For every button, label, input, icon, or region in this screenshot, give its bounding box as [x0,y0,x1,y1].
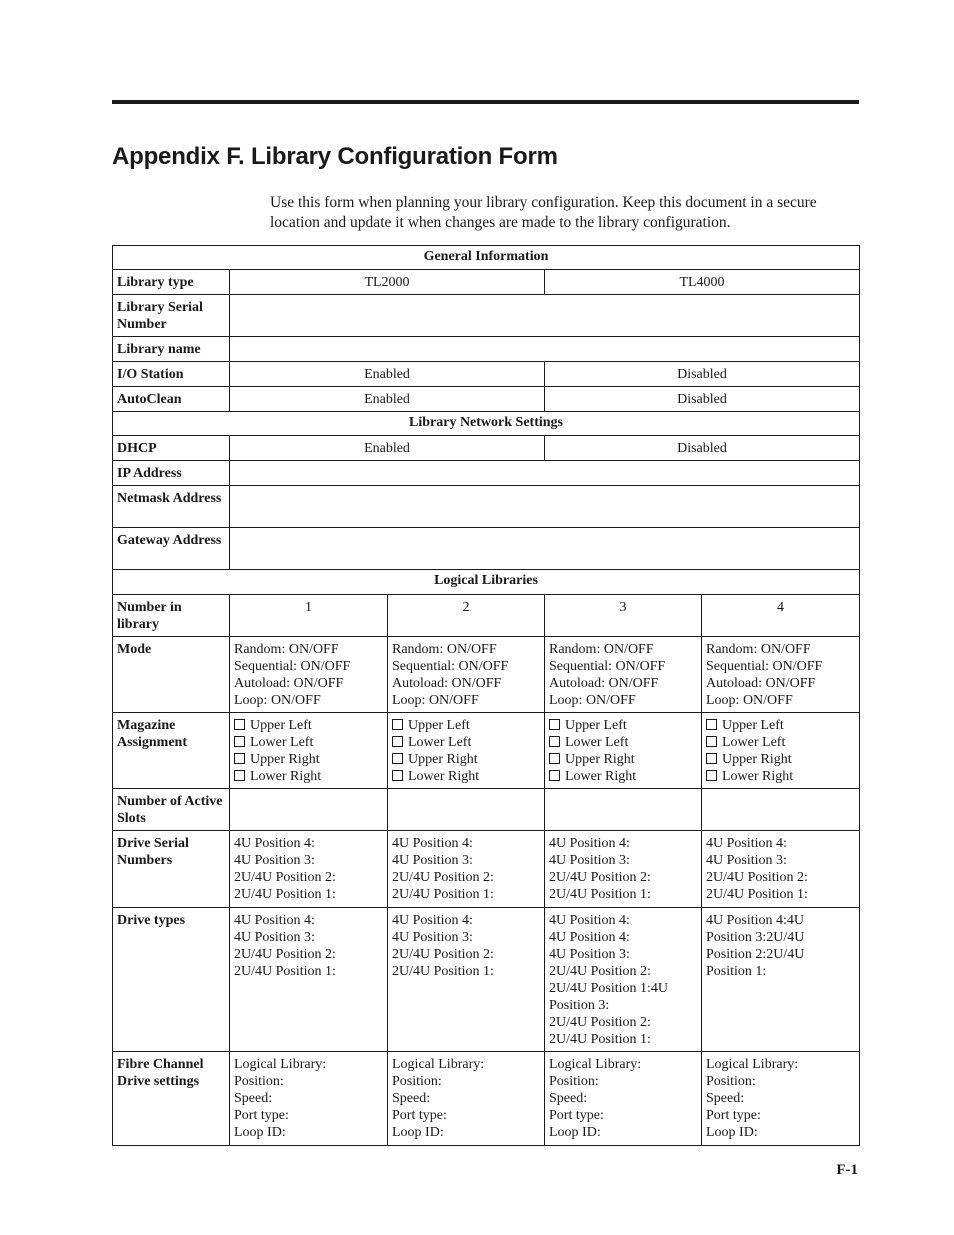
fibre-field: Logical Library: [234,1057,327,1072]
dhcp-enabled[interactable]: Enabled [230,436,545,461]
checkbox[interactable] [549,719,560,730]
drive-position: 4U Position 4: [234,913,315,928]
drive-position: 4U Position 3: [549,853,630,868]
field-library-serial[interactable] [230,295,860,337]
mode-loop: Loop: ON/OFF [234,693,321,708]
configuration-form-table [112,245,860,1146]
magazine-option[interactable] [706,734,855,751]
label-fibre-channel: Fibre Channel Drive settings [113,1052,230,1146]
mode-autoload: Autoload: ON/OFF [392,676,502,691]
fibre-field: Port type: [549,1108,604,1123]
mode-loop: Loop: ON/OFF [549,693,636,708]
drive-serials-cell[interactable] [545,831,702,908]
row-autoclean [113,387,860,412]
mode-cell[interactable] [388,637,545,713]
option-tl2000[interactable]: TL2000 [230,270,545,295]
magazine-option-label: Upper Left [722,718,784,733]
magazine-option[interactable] [234,717,383,734]
label-autoclean: AutoClean [113,387,230,412]
magazine-cell [702,713,860,789]
magazine-option[interactable] [392,768,540,785]
row-fibre-channel [113,1052,860,1146]
label-drive-serials: Drive Serial Numbers [113,831,230,908]
magazine-option[interactable] [706,751,855,768]
row-io-station [113,362,860,387]
fibre-field: Port type: [392,1108,447,1123]
drive-position: Position 1: [706,964,767,979]
field-ip-address[interactable] [230,461,860,486]
drive-types-cell-4[interactable] [702,908,860,1052]
drive-position: 4U Position 3: [392,930,473,945]
row-drive-serials [113,831,860,908]
row-library-type [113,270,860,295]
label-dhcp: DHCP [113,436,230,461]
label-gateway: Gateway Address [113,528,230,570]
fibre-field: Position: [392,1074,442,1089]
drive-position: 4U Position 4: [549,913,630,928]
fibre-field: Loop ID: [392,1125,444,1140]
row-mode [113,637,860,713]
drive-position: Position 2:2U/4U [706,947,805,962]
drive-position: 2U/4U Position 1:4U [549,981,669,996]
row-gateway [113,528,860,570]
fibre-field: Loop ID: [234,1125,286,1140]
fibre-field: Position: [706,1074,756,1089]
section-header-general: General Information [113,246,860,270]
magazine-option-label: Upper Left [408,718,470,733]
drive-position: 4U Position 3: [234,930,315,945]
magazine-option-label: Lower Right [722,769,794,784]
autoclean-disabled[interactable]: Disabled [545,387,860,412]
row-dhcp [113,436,860,461]
option-tl4000[interactable]: TL4000 [545,270,860,295]
mode-sequential: Sequential: ON/OFF [706,659,823,674]
label-magazine-assignment: Magazine Assignment [113,713,230,789]
magazine-cell [545,713,702,789]
fibre-field: Logical Library: [549,1057,642,1072]
label-library-name: Library name [113,337,230,362]
magazine-option-label: Lower Right [565,769,637,784]
magazine-option-label: Lower Left [722,735,786,750]
field-active-slots[interactable] [702,789,860,831]
drive-position: 2U/4U Position 1: [392,964,494,979]
magazine-option[interactable] [549,751,697,768]
magazine-option[interactable] [234,751,383,768]
drive-position: 4U Position 3: [392,853,473,868]
checkbox[interactable] [706,719,717,730]
checkbox[interactable] [706,753,717,764]
library-number-2: 2 [388,595,545,637]
drive-position: 4U Position 3: [706,853,787,868]
io-station-enabled[interactable]: Enabled [230,362,545,387]
magazine-option[interactable] [234,768,383,785]
magazine-option-label: Lower Right [408,769,480,784]
io-station-disabled[interactable]: Disabled [545,362,860,387]
fibre-field: Port type: [706,1108,761,1123]
checkbox[interactable] [234,719,245,730]
magazine-option-label: Lower Left [565,735,629,750]
drive-position: 2U/4U Position 2: [234,947,336,962]
fibre-field: Position: [234,1074,284,1089]
row-library-name [113,337,860,362]
fibre-field: Logical Library: [706,1057,799,1072]
drive-position: 2U/4U Position 2: [234,870,336,885]
magazine-option-label: Upper Left [565,718,627,733]
magazine-option-label: Lower Right [250,769,322,784]
drive-position: 2U/4U Position 2: [392,870,494,885]
row-magazine-assignment [113,713,860,789]
mode-cell[interactable] [230,637,388,713]
magazine-option-label: Upper Right [722,752,792,767]
magazine-cell [388,713,545,789]
drive-position: 4U Position 3: [549,947,630,962]
drive-serials-cell[interactable] [230,831,388,908]
top-rule [112,100,859,104]
fibre-field: Speed: [549,1091,588,1106]
drive-position: Position 3: [549,998,610,1013]
mode-random: Random: ON/OFF [392,642,497,657]
checkbox[interactable] [392,736,403,747]
section-logical [113,570,860,595]
magazine-option[interactable] [549,734,697,751]
fibre-channel-cell[interactable] [388,1052,545,1146]
fibre-field: Port type: [234,1108,289,1123]
fibre-field: Speed: [392,1091,431,1106]
drive-position: 2U/4U Position 1: [234,887,336,902]
magazine-option-label: Upper Left [250,718,312,733]
fibre-field: Loop ID: [706,1125,758,1140]
checkbox[interactable] [706,736,717,747]
label-netmask: Netmask Address [113,486,230,528]
field-library-name[interactable] [230,337,860,362]
row-ip-address [113,461,860,486]
mode-cell[interactable] [702,637,860,713]
checkbox[interactable] [392,719,403,730]
library-number-4: 4 [702,595,860,637]
checkbox[interactable] [392,770,403,781]
page-title: Appendix F. Library Configuration Form [112,143,558,170]
label-io-station: I/O Station [113,362,230,387]
fibre-field: Speed: [706,1091,745,1106]
checkbox[interactable] [549,753,560,764]
drive-position: 4U Position 4: [392,836,473,851]
drive-position: 2U/4U Position 1: [392,887,494,902]
section-network [113,412,860,436]
mode-cell[interactable] [545,637,702,713]
fibre-field: Position: [549,1074,599,1089]
library-number-3: 3 [545,595,702,637]
mode-sequential: Sequential: ON/OFF [392,659,509,674]
magazine-option[interactable] [392,734,540,751]
drive-position: 4U Position 4: [234,836,315,851]
row-drive-types [113,908,860,1052]
field-active-slots[interactable] [545,789,702,831]
fibre-channel-cell[interactable] [230,1052,388,1146]
library-number-1: 1 [230,595,388,637]
drive-serials-cell[interactable] [388,831,545,908]
drive-position: 4U Position 3: [234,853,315,868]
row-number-in-library [113,595,860,637]
drive-position: 2U/4U Position 1: [234,964,336,979]
checkbox[interactable] [549,736,560,747]
drive-position: 2U/4U Position 2: [706,870,808,885]
field-netmask[interactable] [230,486,860,528]
magazine-option-label: Lower Left [408,735,472,750]
row-netmask [113,486,860,528]
magazine-option[interactable] [392,751,540,768]
fibre-channel-cell[interactable] [545,1052,702,1146]
row-active-slots [113,789,860,831]
fibre-field: Speed: [234,1091,273,1106]
drive-position: 2U/4U Position 2: [392,947,494,962]
checkbox[interactable] [234,736,245,747]
mode-random: Random: ON/OFF [234,642,339,657]
magazine-option-label: Upper Right [250,752,320,767]
fibre-field: Loop ID: [549,1125,601,1140]
magazine-option-label: Upper Right [565,752,635,767]
mode-sequential: Sequential: ON/OFF [234,659,351,674]
mode-random: Random: ON/OFF [549,642,654,657]
section-header-logical: Logical Libraries [113,570,860,595]
checkbox[interactable] [549,770,560,781]
magazine-option[interactable] [549,717,697,734]
drive-position: 2U/4U Position 1: [706,887,808,902]
magazine-cell [230,713,388,789]
magazine-option-label: Lower Left [250,735,314,750]
label-mode: Mode [113,637,230,713]
field-active-slots[interactable] [388,789,545,831]
drive-position: 4U Position 4: [549,836,630,851]
field-active-slots[interactable] [230,789,388,831]
page-number: F-1 [836,1162,858,1178]
drive-position: 2U/4U Position 2: [549,1015,651,1030]
checkbox[interactable] [706,770,717,781]
drive-position: Position 3:2U/4U [706,930,805,945]
mode-sequential: Sequential: ON/OFF [549,659,666,674]
drive-position: 2U/4U Position 1: [549,887,651,902]
drive-serials-cell[interactable] [702,831,860,908]
drive-types-cell-1[interactable] [230,908,388,1052]
mode-autoload: Autoload: ON/OFF [706,676,816,691]
magazine-option[interactable] [706,768,855,785]
drive-position: 2U/4U Position 2: [549,964,651,979]
drive-types-cell-2[interactable] [388,908,545,1052]
fibre-field: Logical Library: [392,1057,485,1072]
label-drive-types: Drive types [113,908,230,1052]
magazine-option[interactable] [392,717,540,734]
checkbox[interactable] [234,770,245,781]
drive-position: 4U Position 4: [549,930,630,945]
row-library-serial [113,295,860,337]
intro-paragraph: Use this form when planning your library configuration. Keep this document in a secure location and update it when changes are made to the library configuration. [270,194,817,231]
label-ip-address: IP Address [113,461,230,486]
mode-autoload: Autoload: ON/OFF [234,676,344,691]
section-header-network: Library Network Settings [113,412,860,436]
drive-position: 4U Position 4:4U [706,913,805,928]
autoclean-enabled[interactable]: Enabled [230,387,545,412]
drive-position: 2U/4U Position 2: [549,870,651,885]
label-library-type: Library type [113,270,230,295]
drive-position: 4U Position 4: [706,836,787,851]
label-library-serial: Library Serial Number [113,295,230,337]
checkbox[interactable] [234,753,245,764]
drive-types-cell-3[interactable] [545,908,702,1052]
mode-loop: Loop: ON/OFF [392,693,479,708]
section-general [113,246,860,270]
fibre-channel-cell[interactable] [702,1052,860,1146]
magazine-option[interactable] [234,734,383,751]
drive-position: 2U/4U Position 1: [549,1032,651,1047]
dhcp-disabled[interactable]: Disabled [545,436,860,461]
label-number-in-library: Number in library [113,595,230,637]
checkbox[interactable] [392,753,403,764]
magazine-option-label: Upper Right [408,752,478,767]
mode-loop: Loop: ON/OFF [706,693,793,708]
field-gateway[interactable] [230,528,860,570]
magazine-option[interactable] [706,717,855,734]
mode-random: Random: ON/OFF [706,642,811,657]
drive-position: 4U Position 4: [392,913,473,928]
magazine-option[interactable] [549,768,697,785]
label-active-slots: Number of Active Slots [113,789,230,831]
mode-autoload: Autoload: ON/OFF [549,676,659,691]
